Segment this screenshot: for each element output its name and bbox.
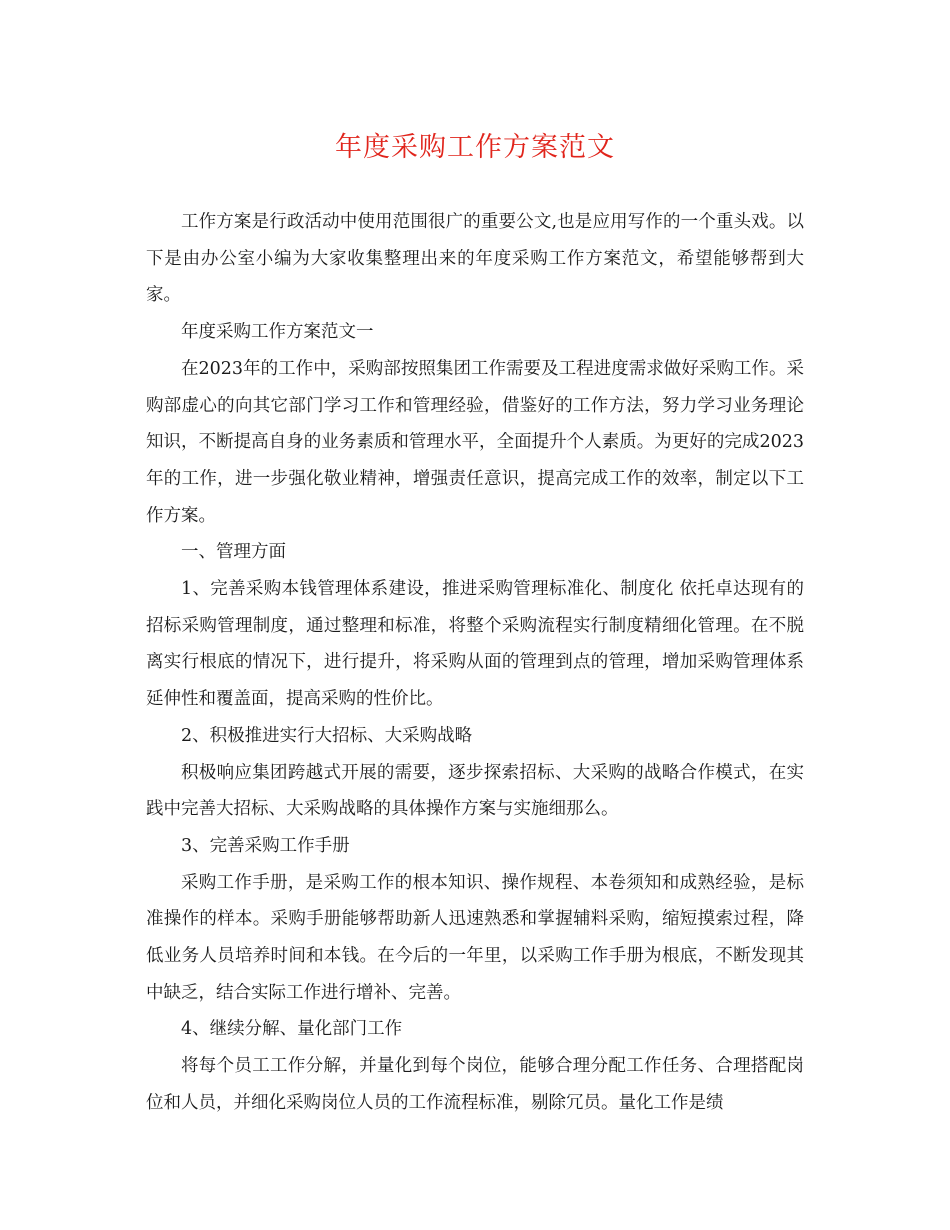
subheading-item-3: 3、完善采购工作手册 — [181, 835, 350, 856]
section-heading-plan-one: 年度采购工作方案范文一 — [181, 322, 374, 343]
subheading-item-4: 4、继续分解、量化部门工作 — [181, 1019, 403, 1040]
intro-paragraph: 工作方案是行政活动中使用范围很广的重要公文,也是应用写作的一个重头戏。以下是由办公室小编为大家收集整理出来的年度采购工作方案范文，希望能够帮到大家。 — [146, 212, 804, 306]
section-heading-management: 一、管理方面 — [181, 542, 286, 563]
body-paragraph: 在2023年的工作中，采购部按照集团工作需要及工程进度需求做好采购工作。采购部虚心的向其它部门学习工作和管理经验，借鉴好的工作方法，努力学习业务理论知识，不断提高自身的业务素质和管理水平，全面提升个人素质。为更好的完成2023年的工作，进一步强化敬业精神，增强责任意识，提高完成工作的效率，制定以下工作方案。 — [146, 358, 804, 526]
subheading-item-2: 2、积极推进实行大招标、大采购战略 — [181, 725, 473, 746]
body-paragraph: 采购工作手册，是采购工作的根本知识、操作规程、本卷须知和成熟经验，是标准操作的样本。采购手册能够帮助新人迅速熟悉和掌握辅料采购，缩短摸索过程，降低业务人员培养时间和本钱。在今后的一年里，以采购工作手册为根底，不断发现其中缺乏，结合实际工作进行增补、完善。 — [146, 872, 804, 1003]
body-paragraph: 1、完善采购本钱管理体系建设，推进采购管理标准化、制度化 依托卓达现有的招标采购管理制度，通过整理和标准，将整个采购流程实行制度精细化管理。在不脱离实行根底的情况下，进行提升，将采购从面的管理到点的管理，增加采购管理体系延伸性和覆盖面，提高采购的性价比。 — [146, 579, 804, 710]
body-paragraph: 积极响应集团跨越式开展的需要，逐步探索招标、大采购的战略合作模式，在实践中完善大招标、大采购战略的具体操作方案与实施细那么。 — [146, 762, 804, 820]
body-paragraph: 将每个员工工作分解，并量化到每个岗位，能够合理分配工作任务、合理搭配岗位和人员，并细化采购岗位人员的工作流程标准，剔除冗员。量化工作是绩 — [146, 1056, 804, 1113]
document-title: 年度采购工作方案范文 — [335, 132, 615, 163]
